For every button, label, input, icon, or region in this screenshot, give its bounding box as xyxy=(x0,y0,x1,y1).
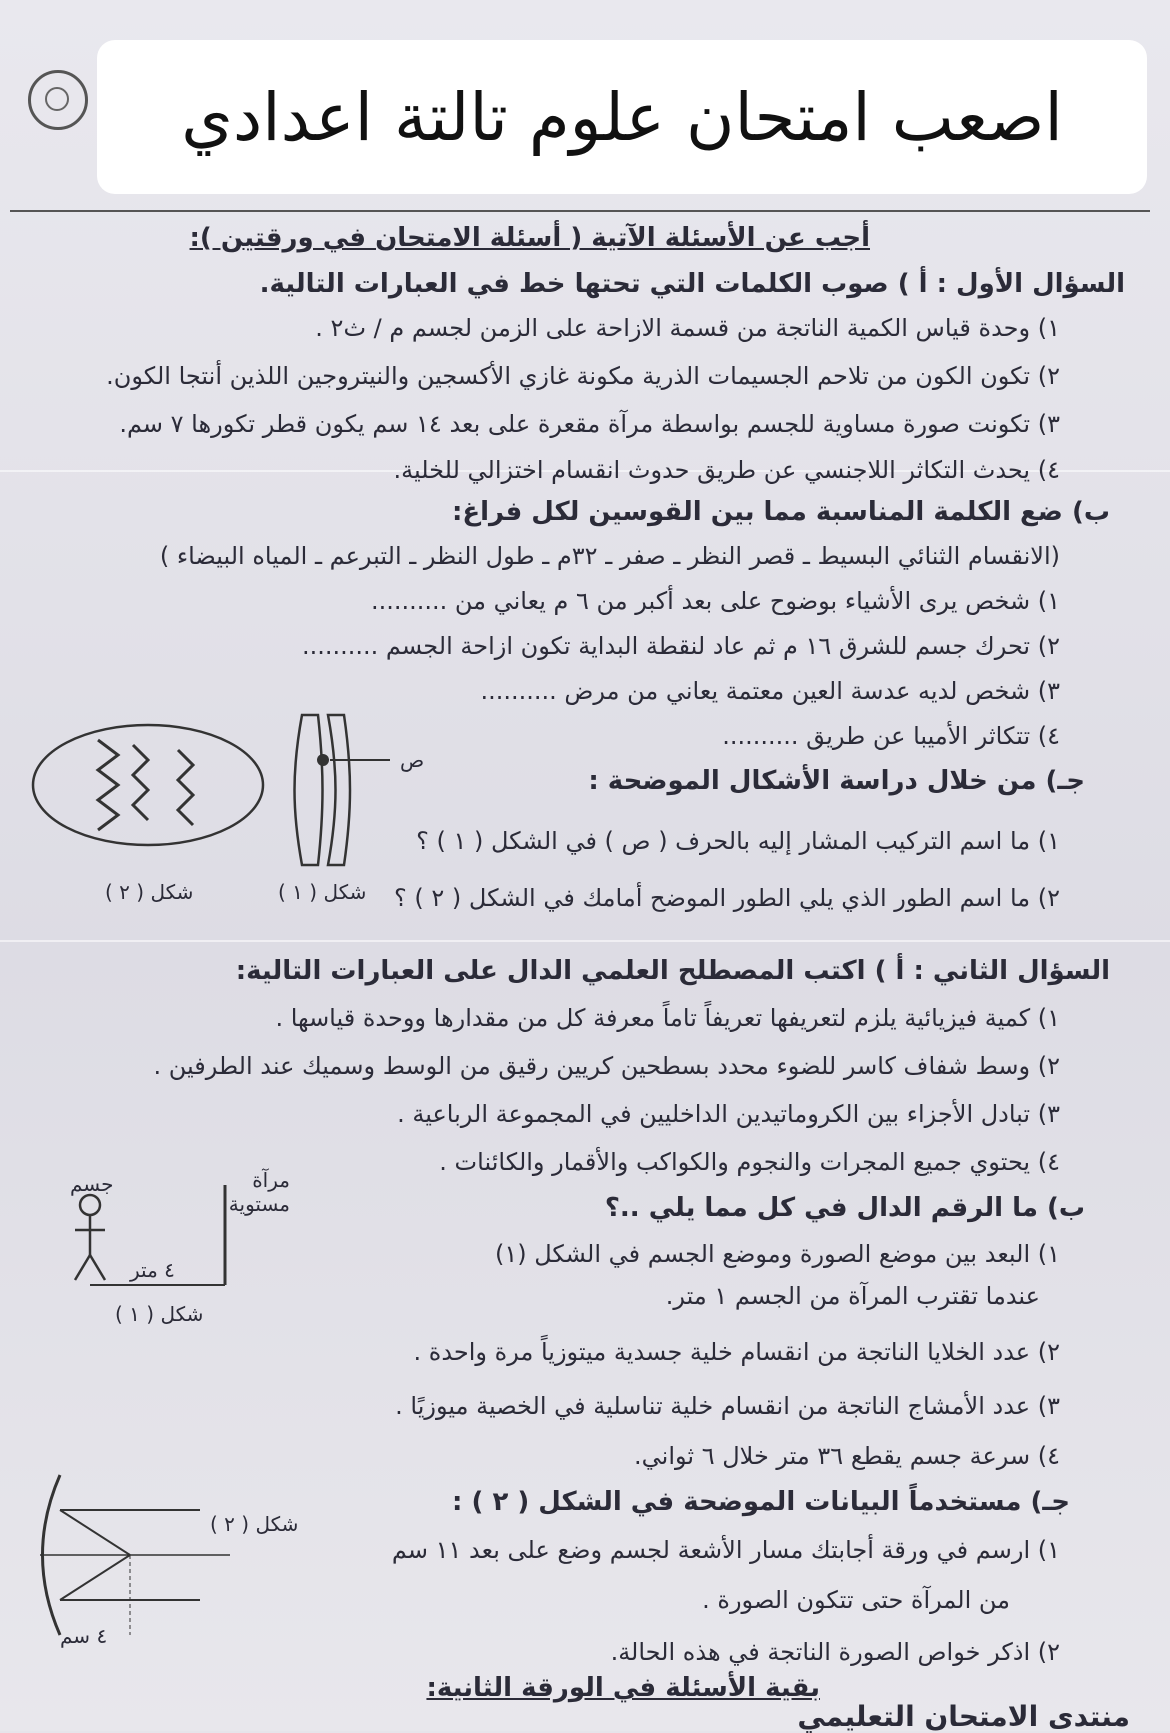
title-banner xyxy=(97,40,1147,194)
cell-division-figure xyxy=(28,720,268,850)
q2-c-item: ١) ارسم في ورقة أجابتك مسار الأشعة لجسم وضع على بعد ١١ سم xyxy=(391,1536,1060,1564)
q2-a-item: ٣) تبادل الأجزاء بين الكروماتيدين الداخليين في المجموعة الرباعية . xyxy=(397,1100,1060,1128)
q1-b-choices: (الانقسام الثنائي البسيط ـ قصر النظر ـ صفر ـ ٣٢م ـ طول النظر ـ التبرعم ـ المياه البيضاء ) xyxy=(159,542,1060,570)
q1-c-item: ٢) ما اسم الطور الذي يلي الطور الموضح أمامك في الشكل ( ٢ ) ؟ xyxy=(394,884,1060,912)
q1-c-item: ١) ما اسم التركيب المشار إليه بالحرف ( ص ) في الشكل ( ١ ) ؟ xyxy=(416,827,1060,855)
q1-b-item: ٣) شخص لديه عدسة العين معتمة يعاني من مرض .......... xyxy=(480,677,1060,705)
q2-b-item: ٣) عدد الأمشاج الناتجة من انقسام خلية تناسلية في الخصية ميوزيًا . xyxy=(395,1392,1060,1420)
label-s: ص xyxy=(400,748,425,772)
q1-fig2-caption: شكل ( ٢ ) xyxy=(105,880,194,904)
q2-fig2-distance: ٤ سم xyxy=(60,1624,108,1648)
q2-fig1-distance: ٤ متر xyxy=(130,1258,175,1282)
q1-a-item: ١) وحدة قياس الكمية الناتجة من قسمة الازاحة على الزمن لجسم م / ث٢ . xyxy=(315,314,1060,342)
chromosome-figure xyxy=(290,710,430,870)
header-divider xyxy=(10,210,1150,212)
q2-b-item: عندما تقترب المرآة من الجسم ١ متر. xyxy=(665,1282,1040,1310)
school-seal-icon xyxy=(28,70,88,130)
q2-a-item: ٤) يحتوي جميع المجرات والنجوم والكواكب والأقمار والكائنات . xyxy=(439,1148,1060,1176)
paper-fold xyxy=(0,940,1170,942)
q2-a-title: السؤال الثاني : أ ) اكتب المصطلح العلمي الدال على العبارات التالية: xyxy=(235,956,1110,986)
q2-fig1-caption: شكل ( ١ ) xyxy=(115,1302,204,1326)
q2-c-title: جـ) مستخدماً البيانات الموضحة في الشكل ( ٢ ) : xyxy=(452,1487,1070,1517)
q2-a-item: ١) كمية فيزيائية يلزم لتعريفها تعريفاً تاماً معرفة كل من مقدارها ووحدة قياسها . xyxy=(275,1004,1060,1032)
instruction: أجب عن الأسئلة الآتية ( أسئلة الامتحان في ورقتين ): xyxy=(189,223,870,253)
q2-b-item: ١) البعد بين موضع الصورة وموضع الجسم في الشكل (١) xyxy=(494,1240,1060,1268)
q2-b-title: ب) ما الرقم الدال في كل مما يلي ..؟ xyxy=(604,1193,1085,1223)
q1-b-title: ب) ضع الكلمة المناسبة مما بين القوسين لكل فراغ: xyxy=(451,497,1110,527)
q2-fig2-caption: شكل ( ٢ ) xyxy=(210,1512,299,1536)
q1-a-item: ٢) تكون الكون من تلاحم الجسيمات الذرية مكونة غازي الأكسجين والنيتروجين اللذين أنتجا الكون. xyxy=(106,362,1060,390)
q1-a-item: ٣) تكونت صورة مساوية للجسم بواسطة مرآة مقعرة على بعد ١٤ سم يكون قطر تكورها ٧ سم. xyxy=(119,410,1060,438)
q1-b-item: ٤) تتكاثر الأميبا عن طريق .......... xyxy=(722,722,1060,750)
q2-fig1-body-label: جسم xyxy=(70,1172,114,1196)
q2-b-item: ٤) سرعة جسم يقطع ٣٦ متر خلال ٦ ثواني. xyxy=(634,1442,1060,1470)
q2-a-item: ٢) وسط شفاف كاسر للضوء محدد بسطحين كريين رقيق من الوسط وسميك عند الطرفين . xyxy=(153,1052,1060,1080)
q1-a-title: السؤال الأول : أ ) صوب الكلمات التي تحتها خط في العبارات التالية. xyxy=(259,269,1125,299)
q2-fig1-mirror-label: مرآة مستوية xyxy=(228,1168,290,1216)
banner-title: اصعب امتحان علوم تالتة اعدادي xyxy=(181,78,1063,156)
footer-watermark: منتدى الامتحان التعليمي xyxy=(797,1700,1130,1733)
rest-note: بقية الأسئلة في الورقة الثانية: xyxy=(426,1673,820,1703)
q1-a-item: ٤) يحدث التكاثر اللاجنسي عن طريق حدوث انقسام اختزالي للخلية. xyxy=(393,456,1060,484)
q1-c-title: جـ) من خلال دراسة الأشكال الموضحة : xyxy=(588,766,1085,796)
q1-fig1-caption: شكل ( ١ ) xyxy=(278,880,367,904)
concave-mirror-figure xyxy=(20,1470,250,1640)
q1-b-item: ٢) تحرك جسم للشرق ١٦ م ثم عاد لنقطة البداية تكون ازاحة الجسم .......... xyxy=(301,632,1060,660)
q2-b-item: ٢) عدد الخلايا الناتجة من انقسام خلية جسدية ميتوزياً مرة واحدة . xyxy=(413,1338,1060,1366)
q2-c-item: من المرآة حتى تتكون الصورة . xyxy=(702,1586,1010,1614)
q1-b-item: ١) شخص يرى الأشياء بوضوح على بعد أكبر من ٦ م يعاني من .......... xyxy=(370,587,1060,615)
q2-c-item: ٢) اذكر خواص الصورة الناتجة في هذه الحالة. xyxy=(610,1638,1060,1666)
